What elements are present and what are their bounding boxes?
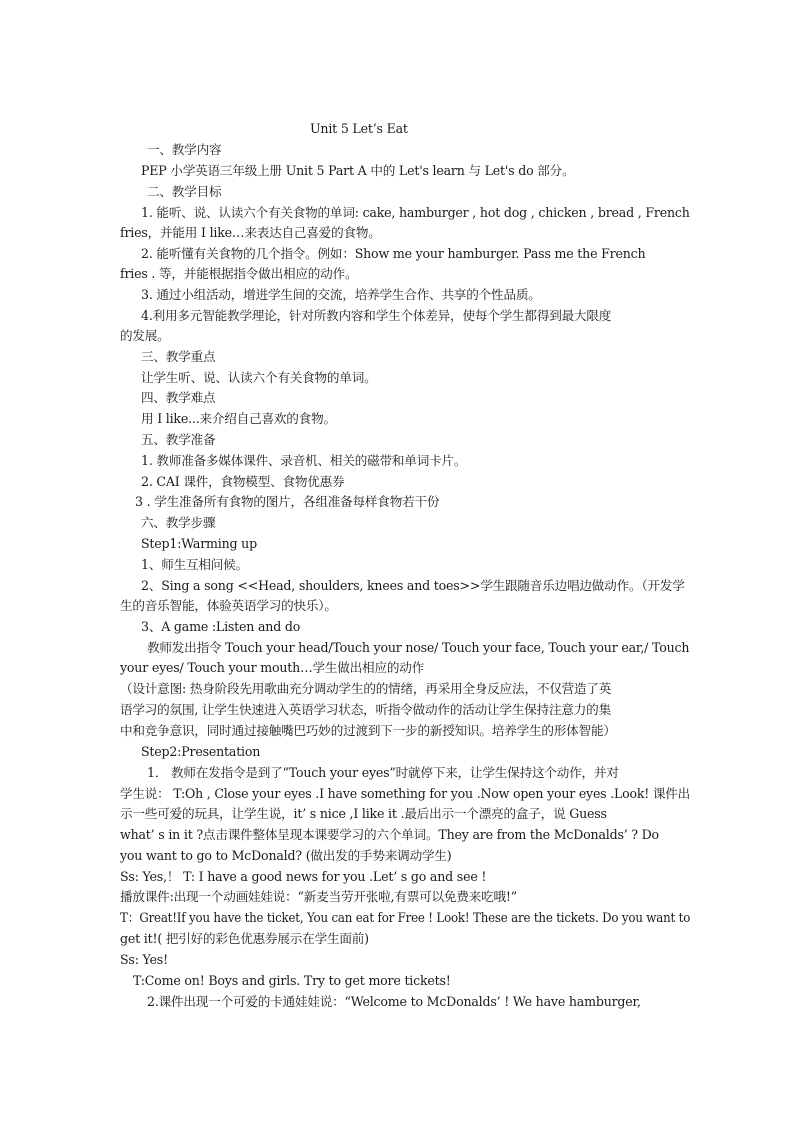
paragraph-line: 2. CAI 课件，食物模型、食物优惠券 [141,474,345,489]
paragraph-line: 1． 教师在发指令是到了“Touch your eyes”时就停下来，让学生保持这个动作，并对 [147,765,619,780]
step-heading: Step2:Presentation [141,744,261,759]
paragraph-line: 3、A game :Listen and do [141,619,301,634]
section-heading: 一、教学内容 [147,142,222,157]
paragraph-line: Ss: Yes! [120,952,168,967]
section-heading: 二、教学目标 [147,184,222,199]
paragraph-line: 2.课件出现一个可爱的卡通娃娃说：“Welcome to McDonalds’ ! We have hamburger, [147,994,641,1009]
paragraph-line: 教师发出指令 Touch your head/Touch your nose/ Touch your face, Touch your ear,/ Touch [147,640,690,655]
section-heading: 四、教学难点 [141,390,216,405]
paragraph-line: you want to go to McDonald? (做出发的手势来调动学生) [120,848,452,863]
paragraph-line: get it!( 把引好的彩色优惠券展示在学生面前) [120,931,369,946]
paragraph-line: 生的音乐智能，体验英语学习的快乐）。 [120,598,337,613]
section-heading: 三、教学重点 [141,349,216,364]
paragraph-line: 中和竞争意识，同时通过接触嘴巴巧妙的过渡到下一步的新授知识。培养学生的形体智能） [120,723,616,738]
paragraph-line: PEP 小学英语三年级上册 Unit 5 Part A 中的 Let's learn 与 Let's do 部分。 [141,163,575,178]
paragraph-line: fries，并能用 I like…来表达自己喜爱的食物。 [120,225,381,240]
paragraph-line: what’ s in it ?点击课件整体呈现本课要学习的六个单词。They are from the McDonalds’ ? Do [120,827,659,842]
paragraph-line: 的发展。 [120,328,170,343]
paragraph-line: （设计意图: 热身阶段先用歌曲充分调动学生的的情绪，再采用全身反应法，不仅营造了英 [120,681,612,696]
step-heading: Step1:Warming up [141,536,257,551]
document-title: Unit 5 Let’s Eat [310,121,408,136]
paragraph-line: 2、Sing a song <<Head, shoulders, knees and toes>>学生跟随音乐边唱边做动作。（开发学 [141,578,685,593]
paragraph-line: Ss: Yes,！ T: I have a good news for you .Let’ s go and see ! [120,869,487,884]
section-heading: 五、教学准备 [141,432,216,447]
paragraph-line: 1、师生互相问候。 [141,557,248,572]
section-heading: 六、教学步骤 [141,515,216,530]
paragraph-line: 语学习的氛围, 让学生快速进入英语学习状态，听指令做动作的活动让学生保持注意力的集 [120,702,611,717]
paragraph-line: T:Come on! Boys and girls. Try to get more tickets! [133,973,451,988]
paragraph-line: your eyes/ Touch your mouth…学生做出相应的动作 [120,660,425,675]
paragraph-line: 让学生听、说、认读六个有关食物的单词。 [141,370,377,385]
paragraph-line: 播放课件:出现一个动画娃娃说：“新麦当劳开张啦,有票可以免费来吃哦!” [120,889,517,904]
paragraph-line: 示一些可爱的玩具，让学生说，it’ s nice ,I like it .最后出示一个漂亮的盒子，说 Guess [120,806,607,821]
paragraph-line: 1. 能听、说、认读六个有关食物的单词: cake, hamburger , hot dog , chicken , bread , French [141,205,690,220]
paragraph-line: 4.利用多元智能教学理论，针对所教内容和学生个体差异，使每个学生都得到最大限度 [141,308,612,323]
paragraph-line: 1. 教师准备多媒体课件、录音机、相关的磁带和单词卡片。 [141,453,467,468]
paragraph-line: 2. 能听懂有关食物的几个指令。例如：Show me your hamburger. Pass me the French [141,246,646,261]
paragraph-line: T：Great!If you have the ticket, You can eat for Free ! Look! These are the tickets. Do you want to [120,910,691,925]
paragraph-line: 3. 通过小组活动，增进学生间的交流，培养学生合作、共享的个性品质。 [141,287,541,302]
paragraph-line: 学生说： T:Oh , Close your eyes .I have something for you .Now open your eyes .Look! 课件出 [120,786,690,801]
paragraph-line: fries . 等，并能根据指令做出相应的动作。 [120,266,358,281]
paragraph-line: 用 I like...来介绍自己喜欢的食物。 [141,411,336,426]
paragraph-line: 3 . 学生准备所有食物的图片，各组准备每样食物若干份 [135,494,440,509]
